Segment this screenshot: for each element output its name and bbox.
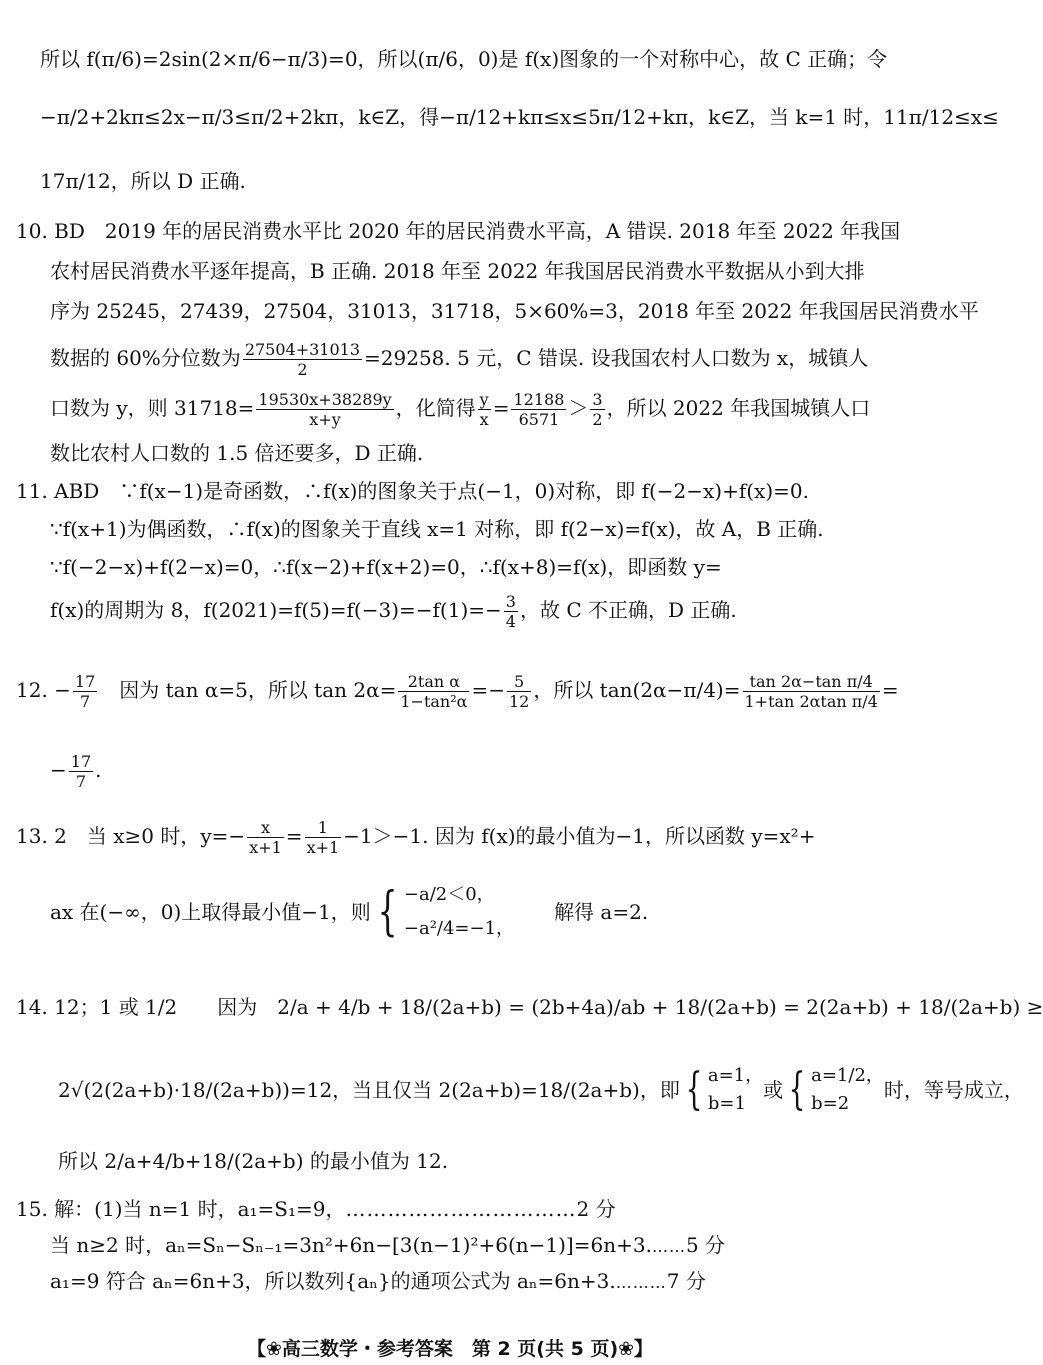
brace: { <box>377 882 398 942</box>
text-line: 所以 f(π/6)=2sin(2×π/6−π/3)=0，所以(π/6，0)是 f(x)图象的一个对称中心，故 C 正确；令 <box>40 47 888 71</box>
text-line: 17π/12，所以 D 正确. <box>40 169 246 193</box>
equation-system: −a/2＜0， −a²/4=−1， <box>403 884 515 939</box>
fraction: $\frac{3}{4}$ <box>505 592 516 631</box>
q10-line: 数比农村人口数的 1.5 倍还要多，D 正确. <box>50 441 424 465</box>
q12-line: − $\frac{17}{7}$ . <box>50 752 102 791</box>
q11-line: 11. ABD ∵f(x−1)是奇函数，∴f(x)的图象关于点(−1，0)对称，即 f(−2−x)+f(x)=0. <box>16 479 809 503</box>
q14-line: 2√(2(2a+b)·18/(2a+b))=12，当且仅当 2(2a+b)=18/(2a+b)，即 { a=1， b=1 或 { a=1/2， b=2 时，等号成立， <box>58 1062 958 1132</box>
q10-line: 序为 25245，27439，27504，31013，31718，5×60%=3，2018 年至 2022 年我国居民消费水平 <box>50 299 979 323</box>
fraction: $\frac{1}{x+1}$ <box>306 818 340 857</box>
q11-line: ∵f(−2−x)+f(2−x)=0，∴f(x−2)+f(x+2)=0，∴f(x+8)=f(x)，即函数 y= <box>50 555 722 579</box>
fraction: $\frac{5}{12}$ <box>508 672 530 711</box>
q13-line: 13. 2 当 x≥0 时，y=− $\frac{x}{x+1}$ = $\frac{1}{x+1}$ −1＞−1. 因为 f(x)的最小值为−1，所以函数 y=x²+ <box>16 818 816 857</box>
fraction: $\frac{19530x+38289y}{x+y}$ <box>258 390 392 429</box>
brace: { <box>685 1064 703 1115</box>
fraction: $\frac{x}{x+1}$ <box>249 818 282 857</box>
fraction: $\frac{17}{7}$ <box>70 752 92 791</box>
fraction: $\frac{\text{tan 2α−tan π/4}}{\text{1+tan 2αtan π/4}}$ <box>744 672 878 711</box>
fraction: $\frac{12188}{6571}$ <box>513 390 565 429</box>
fraction: $\frac{3}{2}$ <box>592 390 603 429</box>
q14-line: 所以 2/a+4/b+18/(2a+b) 的最小值为 12. <box>58 1149 449 1173</box>
q15-line: 15. 解：(1)当 n=1 时，a₁=S₁=9，……………………………2 分 <box>16 1197 616 1221</box>
q15-line: a₁=9 符合 aₙ=6n+3，所以数列{aₙ}的通项公式为 aₙ=6n+3.………7 分 <box>50 1269 706 1293</box>
equation-system: a=1， b=1 <box>707 1065 764 1114</box>
q10-line: 数据的 60%分位数为 $\frac{27504+31013}{2}$ =29258. 5 元，C 错误. 设我国农村人口数为 x，城镇人 <box>50 340 869 379</box>
q13-line: ax 在(−∞，0)上取得最小值−1，则 { −a/2＜0， −a²/4=−1， 解得 a=2. <box>50 878 950 958</box>
fraction: $\frac{\text{2tan α}}{\text{1−tan²α}}$ <box>400 672 468 711</box>
q10-line: 口数为 y，则 31718= $\frac{19530x+38289y}{x+y}$ ，化简得 $\frac{y}{x}$ = $\frac{12188}{6571}$ ＞ $\frac{3}{2}$ ，所以 2022 年我国城镇人口 <box>50 390 871 429</box>
q10-line: 10. BD 2019 年的居民消费水平比 2020 年的居民消费水平高，A 错误. 2018 年至 2022 年我国 <box>16 219 901 243</box>
q11-line: f(x)的周期为 8，f(2021)=f(5)=f(−3)=−f(1)=− $\frac{3}{4}$ ，故 C 不正确，D 正确. <box>50 592 737 631</box>
brace: { <box>788 1064 806 1115</box>
equation-system: a=1/2， b=2 <box>811 1065 884 1114</box>
fraction: $\frac{27504+31013}{2}$ <box>244 340 361 379</box>
text-line: −π/2+2kπ≤2x−π/3≤π/2+2kπ，k∈Z，得−π/12+kπ≤x≤5π/12+kπ，k∈Z，当 k=1 时，11π/12≤x≤ <box>40 105 999 129</box>
fraction: $\frac{17}{7}$ <box>74 672 96 711</box>
q11-line: ∵f(x+1)为偶函数，∴f(x)的图象关于直线 x=1 对称，即 f(2−x)=f(x)，故 A，B 正确. <box>50 517 824 541</box>
fraction: $\frac{y}{x}$ <box>479 390 489 429</box>
q15-line: 当 n≥2 时，aₙ=Sₙ−Sₙ₋₁=3n²+6n−[3(n−1)²+6(n−1)]=6n+3.……5 分 <box>50 1233 726 1257</box>
q14-line: 14. 12；1 或 1/2 因为 2/a + 4/b + 18/(2a+b) = (2b+4a)/ab + 18/(2a+b) = 2(2a+b) + 18/(2a+b) ≥ <box>16 995 1043 1019</box>
page-footer: 【❀高三数学・参考答案 第 2 页(共 5 页)❀】 <box>246 1338 654 1360</box>
q12-line: 12. − $\frac{17}{7}$ 因为 tan α=5，所以 tan 2α= $\frac{\text{2tan α}}{\text{1−tan²α}}$ =− $\frac{5}{12}$ ，所以 tan(2α−π/4)= $\frac{\text{tan 2α−tan π/4}}{\text{1+tan 2αtan π/4}}$ = <box>16 672 899 711</box>
q10-line: 农村居民消费水平逐年提高，B 正确. 2018 年至 2022 年我国居民消费水平数据从小到大排 <box>50 259 865 283</box>
